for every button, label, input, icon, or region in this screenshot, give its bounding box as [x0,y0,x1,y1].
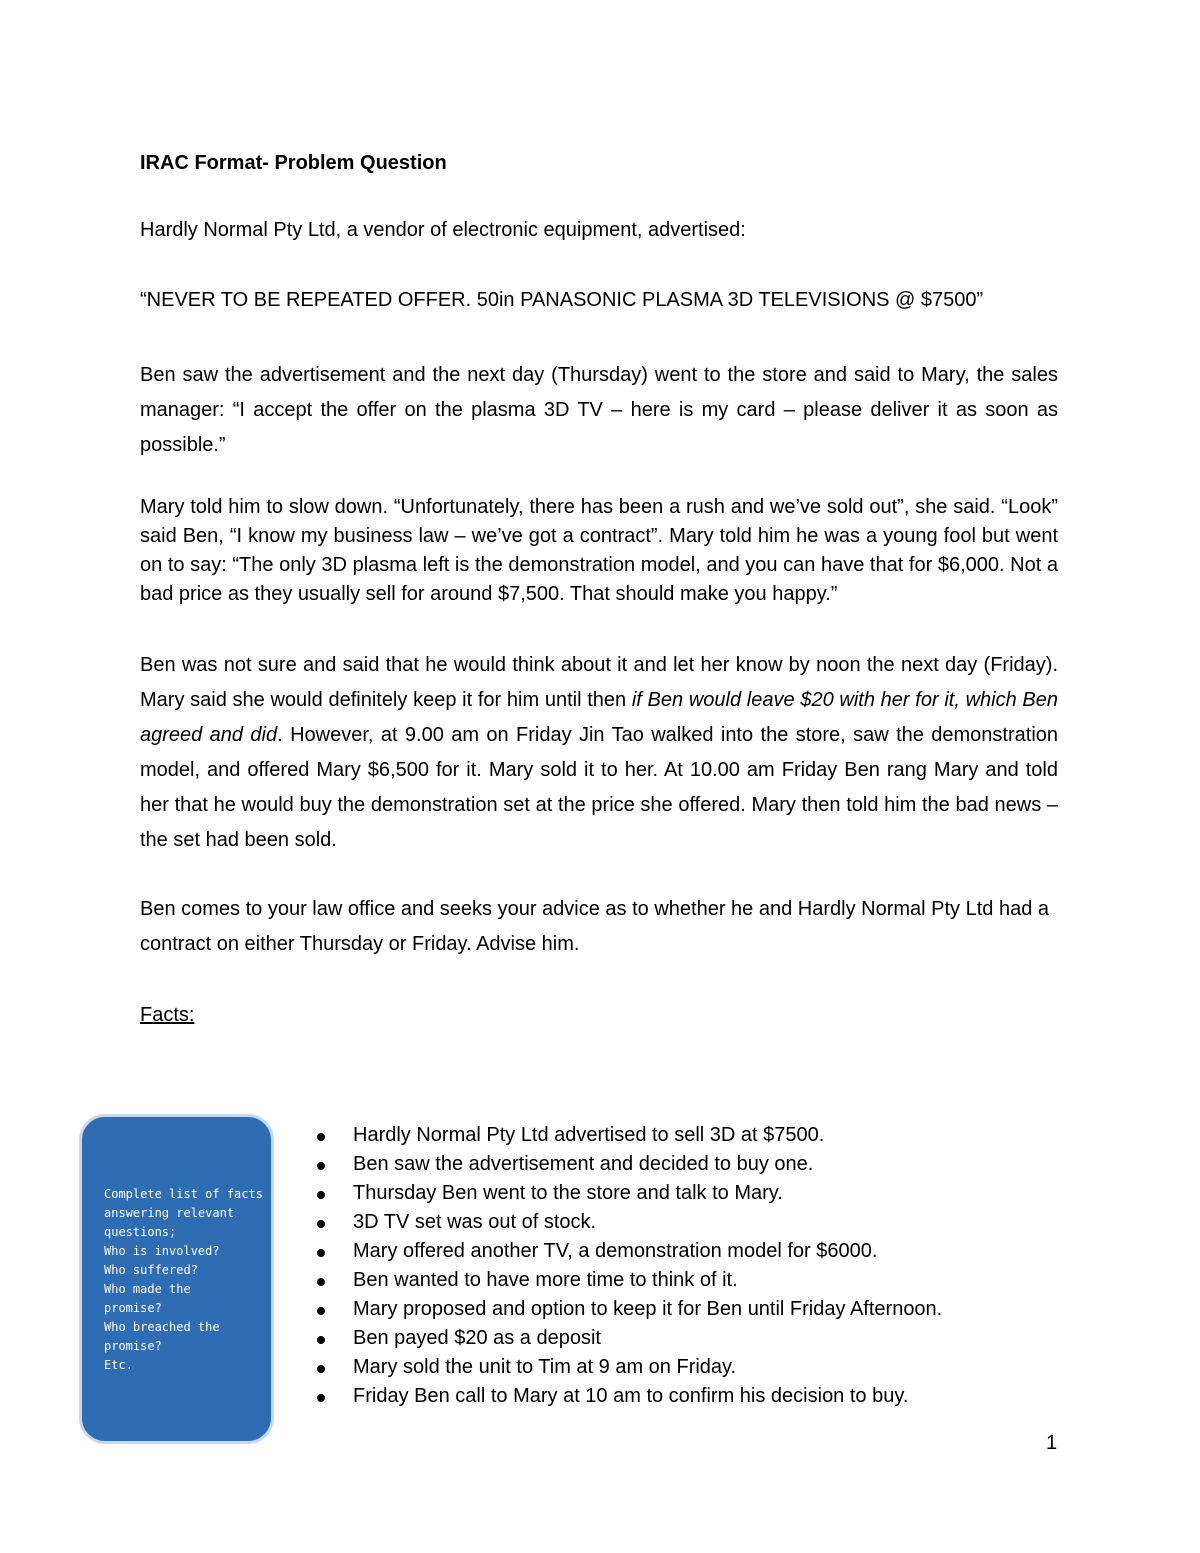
fact-text: Mary offered another TV, a demonstration model for $6000. [353,1240,878,1262]
friday-paragraph [140,648,1058,858]
fact-text: 3D TV set was out of stock. [353,1211,597,1233]
document-title: IRAC Format- Problem Question [140,152,447,174]
fact-text: Mary sold the unit to Tim at 9 am on Friday. [353,1356,737,1378]
facts-guidance-text: Complete list of facts answering relevant questions; Who is involved? Who suffered? Who made the promise? Who breached the promise? Etc. [104,1187,263,1372]
bullet-icon [317,1220,325,1228]
facts-heading: Facts: [140,1004,195,1026]
friday-text-end: . However, at 9.00 am on Friday Jin Tao walked into the store, saw the demonstration model, and offered Mary $6,500 for it. Mary sold it to her. At 10.00 am Friday Ben rang Mary and told her that he would buy the demonstration set at the price she offered. Mary then told him the bad news – the set had been sold. [140,724,1059,851]
fact-item [312,1208,1072,1237]
bullet-icon [317,1133,325,1141]
fact-text: Ben payed $20 as a deposit [353,1327,601,1349]
fact-item [312,1382,1072,1411]
fact-text: Hardly Normal Pty Ltd advertised to sell 3D at $7500. [353,1124,825,1146]
fact-item [312,1324,1072,1353]
bullet-icon [317,1336,325,1344]
facts-list [312,1121,1072,1411]
ben-store-paragraph: Ben saw the advertisement and the next day (Thursday) went to the store and said to Mary, the sales manager: “I accept the offer on the plasma 3D TV – here is my card – please deliver it as soon as possible.” [140,364,1058,456]
fact-text: Mary proposed and option to keep it for Ben until Friday Afternoon. [353,1298,943,1320]
advice-paragraph: Ben comes to your law office and seeks your advice as to whether he and Hardly Normal Pty Ltd had a contract on either Thursday or Friday. Advise him. [140,898,1050,955]
bullet-icon [317,1394,325,1402]
intro-paragraph: Hardly Normal Pty Ltd, a vendor of electronic equipment, advertised: [140,219,746,241]
document-body [140,148,1058,1030]
friday-text-start: Ben was not sure and said that he would think about it and let her know by noon the next day (Friday). Mary said she would definitely keep it for him until then [140,654,1058,711]
bullet-icon [317,1249,325,1257]
fact-item [312,1121,1072,1150]
fact-text: Thursday Ben went to the store and talk to Mary. [353,1182,783,1204]
fact-item [312,1295,1072,1324]
fact-text: Friday Ben call to Mary at 10 am to confirm his decision to buy. [353,1385,909,1407]
facts-guidance-box [79,1114,274,1444]
bullet-icon [317,1278,325,1286]
fact-item [312,1266,1072,1295]
bullet-icon [317,1162,325,1170]
fact-text: Ben wanted to have more time to think of it. [353,1269,738,1291]
bullet-icon [317,1307,325,1315]
fact-text: Ben saw the advertisement and decided to buy one. [353,1153,814,1175]
bullet-icon [317,1365,325,1373]
fact-item [312,1353,1072,1382]
fact-item [312,1179,1072,1208]
friday-italic-condition: if Ben would leave $20 with her for it, which Ben agreed and did [140,689,1058,746]
fact-item [312,1237,1072,1266]
mary-reply-paragraph: Mary told him to slow down. “Unfortunately, there has been a rush and we’ve sold out”, she said. “Look” said Ben, “I know my business law – we’ve got a contract”. Mary told him he was a young fool but went on to say: “The only 3D plasma left is the demonstration model, and you can have that for $6,000. Not a bad price as they usually sell for around $7,500. That should make you happy.” [140,496,1058,605]
bullet-icon [317,1191,325,1199]
advertisement-quote: “NEVER TO BE REPEATED OFFER. 50in PANASONIC PLASMA 3D TELEVISIONS @ $7500” [140,289,984,311]
fact-item [312,1150,1072,1179]
page-number: 1 [1046,1432,1058,1454]
